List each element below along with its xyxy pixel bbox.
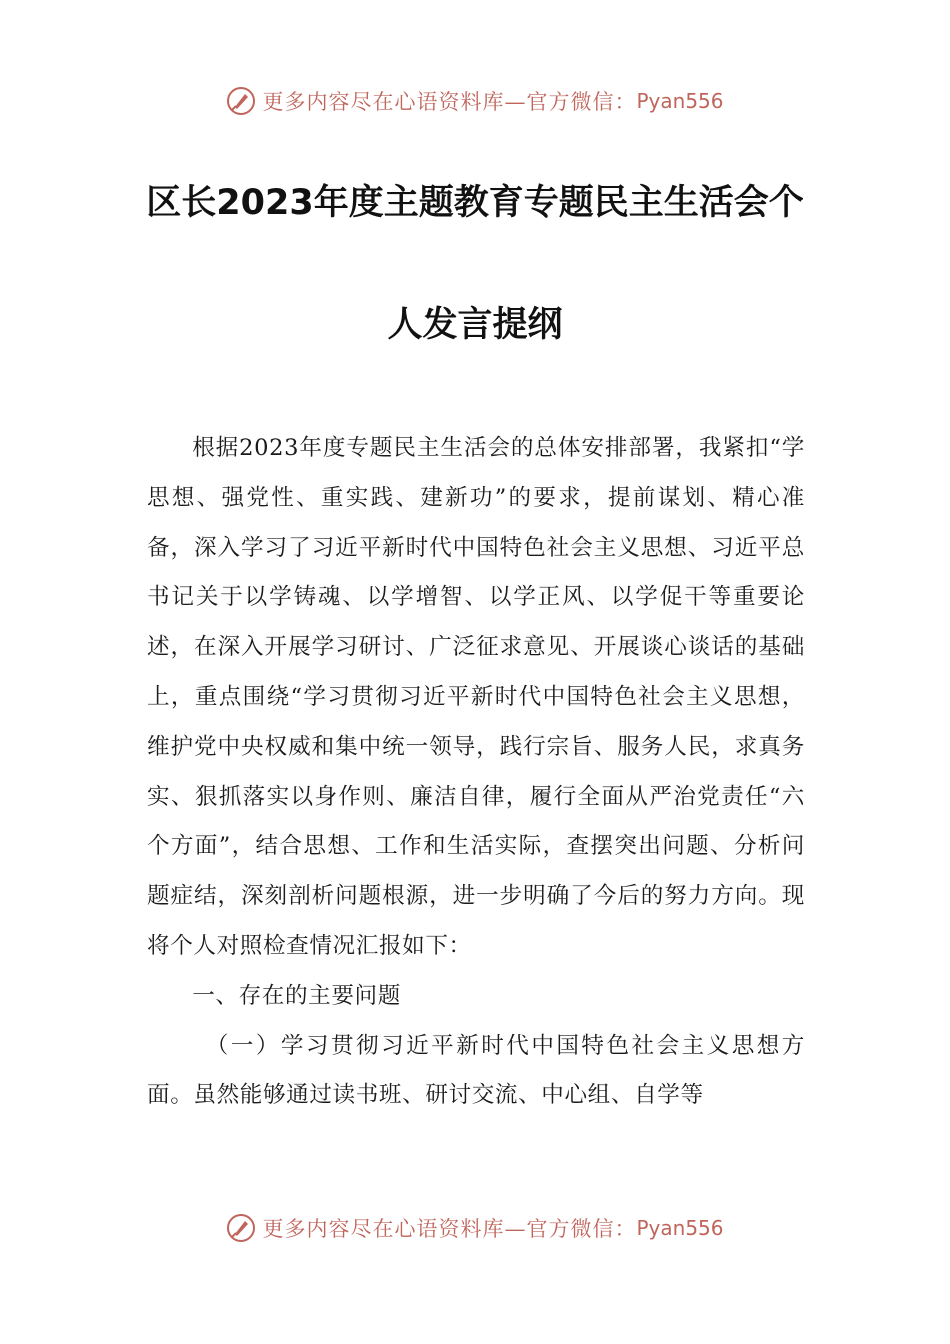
intro-paragraph: 根据2023年度专题民主生活会的总体安排部署，我紧扣“学思想、强党性、重实践、建新功”的要求，提前谋划、精心准备，深入学习了习近平新时代中国特色社会主义思想、习近平总书记关于以学铸魂、以学增智、以学正风、以学促干等重要论述，在深入开展学习研讨、广泛征求意见、开展谈心谈话的基础上，重点围绕“学习贯彻习近平新时代中国特色社会主义思想，维护党中央权威和集中统一领导，践行宗旨、服务人民，求真务实、狠抓落实以身作则、廉洁自律，履行全面从严治党责任“六个方面”，结合思想、工作和生活实际，查摆突出问题、分析问题症结，深刻剖析问题根源，进一步明确了今后的努力方向。现将个人对照检查情况汇报如下：	[147, 435, 805, 959]
watermark-footer	[0, 1213, 950, 1243]
watermark-text: 更多内容尽在心语资料库—官方微信：	[262, 90, 637, 114]
watermark-header	[0, 86, 950, 116]
document-title-line2: 人发言提纲	[387, 305, 563, 345]
watermark-wechat-id: Pyan556	[636, 89, 724, 113]
subsection-paragraph: （一）学习贯彻习近平新时代中国特色社会主义思想方面。虽然能够通过读书班、研讨交流、中心组、自学等	[147, 1032, 805, 1109]
section-heading: 一、存在的主要问题	[192, 982, 401, 1009]
watermark-wechat-id: Pyan556	[636, 1216, 724, 1240]
pen-nib-logo-icon	[226, 1213, 256, 1243]
pen-nib-logo-icon	[226, 86, 256, 116]
document-title-line1: 区长2023年度主题教育专题民主生活会个	[146, 183, 804, 223]
watermark-text: 更多内容尽在心语资料库—官方微信：	[262, 1217, 637, 1241]
document-body	[147, 424, 805, 1121]
